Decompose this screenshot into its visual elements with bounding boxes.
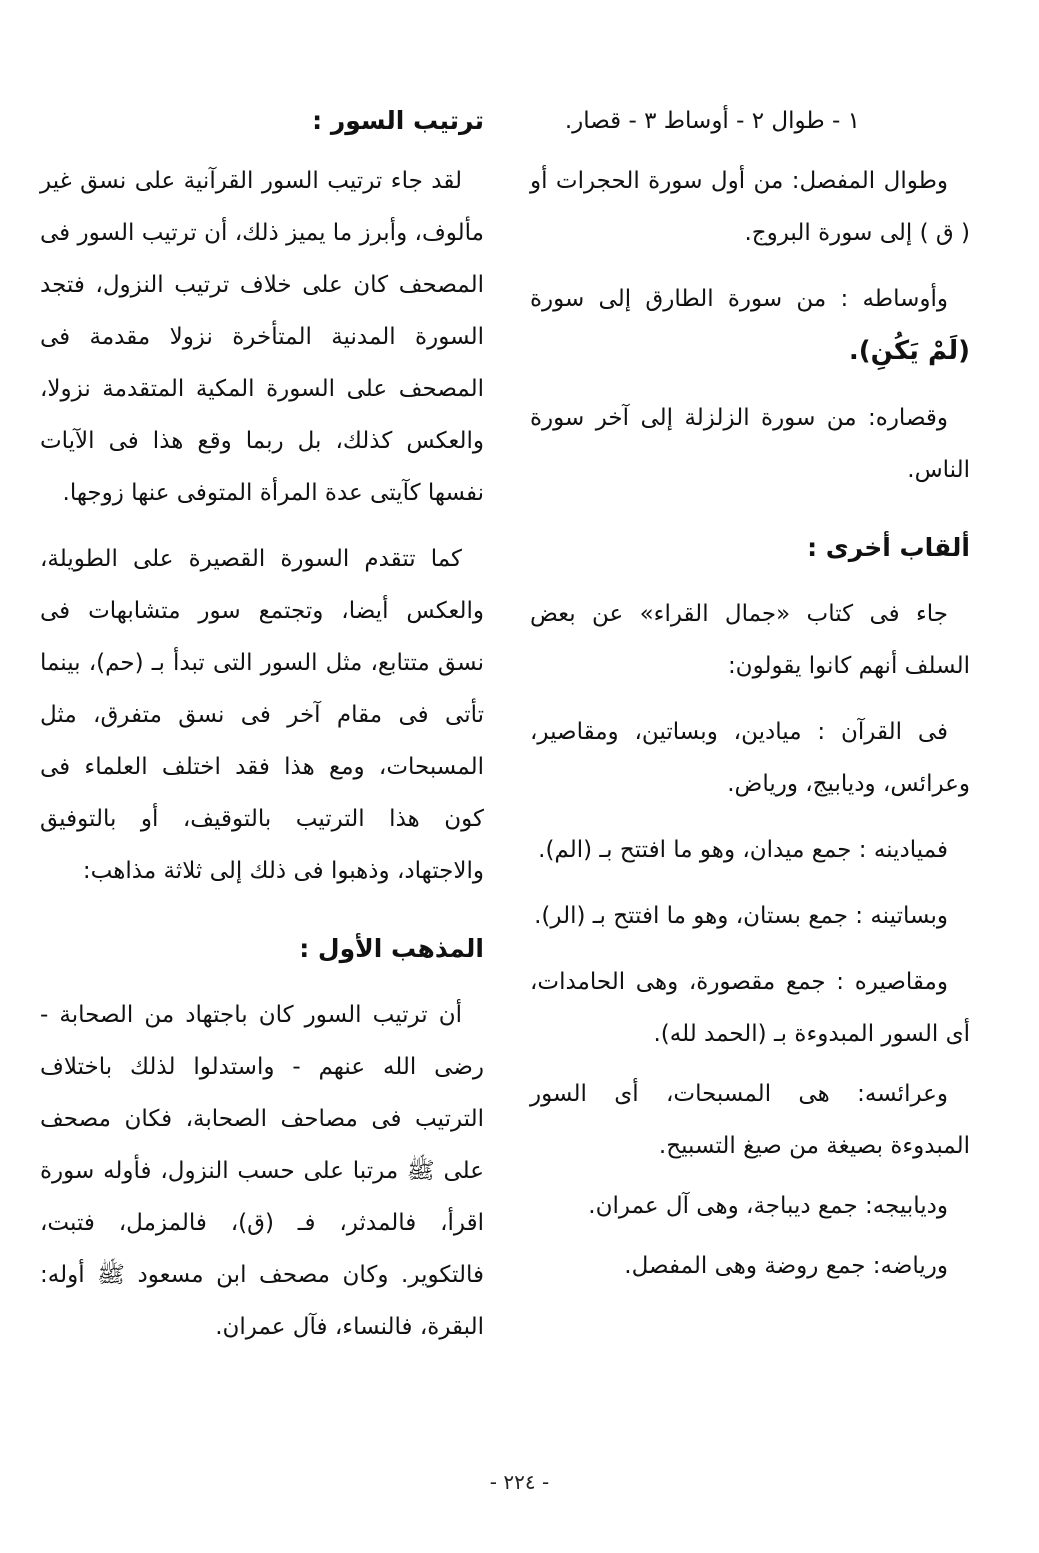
page-number: - ٢٢٤ -	[489, 1470, 550, 1494]
paragraph-mayadin: فميادينه : جمع ميدان، وهو ما افتتح بـ (الم).	[538, 837, 948, 863]
paragraph-order-intro: لقد جاء ترتيب السور القرآنية على نسق غير مألوف، وأبرز ما يميز ذلك، أن ترتيب السور فى المصحف كان على خلاف ترتيب النزول، فتجد السورة المدنية المتأخرة نزولا مقدمة فى المصحف على السورة المكية المتقدمة نزولا، والعكس كذلك، بل ربما وقع هذا فى الآيات نفسها كآيتى عدة المرأة المتوفى عنها زوجها.	[40, 168, 484, 506]
paragraph-quran-names: فى القرآن : ميادين، وبساتين، ومقاصير، وعرائس، وديابيج، ورياض.	[530, 719, 970, 797]
categories-line: ١ - طوال ٢ - أوساط ٣ - قصار.	[564, 108, 860, 134]
heading-other-titles: ألقاب أخرى :	[807, 533, 970, 562]
paragraph-dayabij: وديابيجه: جمع ديباجة، وهى آل عمران.	[588, 1193, 948, 1219]
paragraph-middle-text: وأوساطه : من سورة الطارق إلى سورة	[530, 286, 948, 312]
paragraph-arais: وعرائسه: هى المسبحات، أى السور المبدوءة بصيغة من صيغ التسبيح.	[530, 1081, 970, 1159]
heading-first-school: المذهب الأول :	[299, 934, 484, 963]
paragraph-middle-mufassal	[530, 273, 970, 378]
paragraph-order-details: كما تتقدم السورة القصيرة على الطويلة، والعكس أيضا، وتجتمع سور متشابهات فى نسق متتابع، مثل السور التى تبدأ بـ (حم)، بينما تأتى فى مقام آخر فى نسق متفرق، مثل المسبحات، ومع هذا فقد اختلف العلماء فى كون هذا الترتيب بالتوقيف، أو بالتوفيق والاجتهاد، وذهبوا فى ذلك إلى ثلاثة مذاهب:	[40, 546, 484, 884]
paragraph-jamal-alqurra: جاء فى كتاب «جمال القراء» عن بعض السلف أنهم كانوا يقولون:	[530, 601, 970, 679]
left-column	[40, 95, 484, 1353]
paragraph-short-mufassal: وقصاره: من سورة الزلزلة إلى آخر سورة الناس.	[530, 405, 970, 483]
quran-quote: (لَمْ يَكُنِ).	[848, 336, 970, 366]
paragraph-first-school: أن ترتيب السور كان باجتهاد من الصحابة - رضى الله عنهم - واستدلوا لذلك باختلاف الترتيب فى مصاحف الصحابة، فكان مصحف على ﷺ مرتبا على حسب النزول، فأوله سورة اقرأ، فالمدثر، فـ (ق)، فالمزمل، فتبت، فالتكوير. وكان مصحف ابن مسعود ﷺ أوله: البقرة، فالنساء، فآل عمران.	[40, 1002, 484, 1340]
paragraph-long-mufassal: وطوال المفصل: من أول سورة الحجرات أو ( ق ) إلى سورة البروج.	[530, 168, 970, 246]
right-column	[530, 95, 970, 1292]
paragraph-maqasir: ومقاصيره : جمع مقصورة، وهى الحامدات، أى السور المبدوءة بـ (الحمد لله).	[530, 969, 970, 1047]
paragraph-riyad: ورياضه: جمع روضة وهى المفصل.	[624, 1253, 948, 1279]
paragraph-basatin: وبساتينه : جمع بستان، وهو ما افتتح بـ (الر).	[534, 903, 948, 929]
heading-surah-order: ترتيب السور :	[312, 106, 484, 135]
